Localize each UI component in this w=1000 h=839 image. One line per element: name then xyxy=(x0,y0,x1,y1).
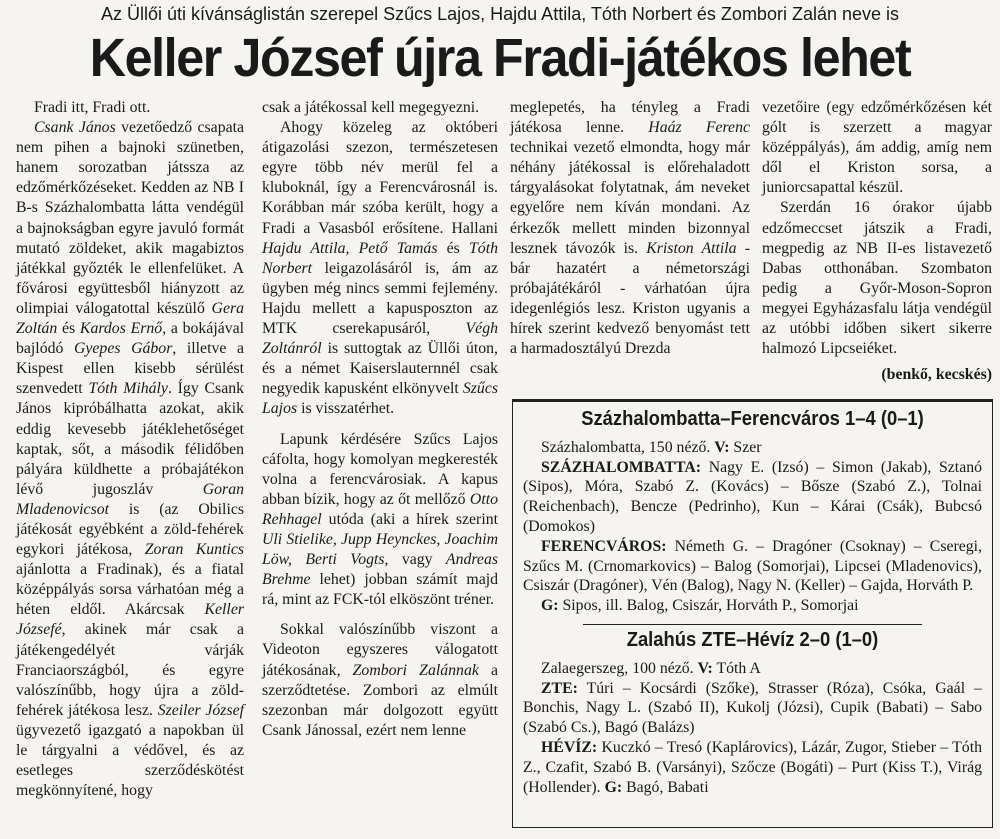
paragraph xyxy=(262,620,498,741)
paragraph xyxy=(262,118,498,419)
match-venue xyxy=(523,659,982,679)
text: Németh G. – Dragóner (Csoknay) – Cseregi, Szűcs M. (Crnomarkovics) – Balog (Somorjai), Lipcsei (Mladenovics), Csiszár (Dragóner), Vén (Balog), Nagy N. (Keller) – Gajda, Horváth P. xyxy=(523,537,982,595)
text: , akinek már csak a játékengedélyét várják Franciaországból, és egyre valószínűbb, hogy újra a zöld-fehérek játékosa lesz. xyxy=(16,621,244,719)
match-title: Százhalombatta–Ferencváros 1–4 (0–1) xyxy=(581,408,924,430)
text: Sipos, ill. Balog, Csiszár, Horváth P., Somorjai xyxy=(558,597,859,615)
person-name: Szűcs Lajos xyxy=(262,380,498,418)
goal-scorers xyxy=(523,596,982,616)
team-name: FERENCVÁROS: xyxy=(541,537,667,555)
person-name: Hajdu Attila, Pető Tamás xyxy=(262,239,438,257)
text: ügyvezető igazgató a napokban ül le tárgyalni a védővel, és az esetleges szerződéskötést megkönnyítené, hogy xyxy=(16,721,244,800)
article-column-4 xyxy=(762,98,992,385)
person-name: Keller Józsefé xyxy=(16,601,244,639)
match-venue xyxy=(523,438,982,458)
text: . Így Csank János kipróbálhatta azokat, akik eddig kevesebb játéklehetőséget kaptak, sőt, a második félidőben pályára küldhette a próbajátékon lévő jugoszláv xyxy=(16,380,244,498)
text: lehet) jobban számít majd rá, mint az FCK-tól elköszönt tréner. xyxy=(262,571,498,609)
person-name: Gyepes Gábor xyxy=(74,340,173,358)
paragraph: Fradi itt, Fradi ott. xyxy=(34,99,151,116)
text: , illetve a Kispest ellen kisebb sérülést szenvedett xyxy=(16,340,244,398)
text: vezetőedző csapata nem pihen a bajnoki szünetben, hanem sorozatban játssza az edzőmérkőzéseket. Kedden az NB I B-s Százhalombatta látta vendégül a bajnokságban egyre javuló formát mutató zöldeket, akik magabiztos játékkal győzték le ellenfelüket. A fővárosi együttesből hiányzott az olimpiai válogatottal készülő xyxy=(16,119,245,317)
person-name: Kriston Attila xyxy=(646,239,737,257)
team-name: SZÁZHALOMBATTA: xyxy=(541,458,702,476)
text: Nagy E. (Izsó) – Simon (Jakab), Sztanó (Sipos), Móra, Szabó Z. (Kovács) – Bősze (Szabó Z.), Tolnai (Reichenbach), Bencze (Pedrinho), Kun – Kárai (Csák), Bubcsó (Domokos) xyxy=(523,458,982,535)
person-name: Csank János xyxy=(34,119,116,137)
person-name: Uli Stielike, Jupp Heynckes, Joachim Löw, Berti Vogts xyxy=(262,530,498,569)
team-lineup xyxy=(523,679,982,738)
match-results-box xyxy=(512,399,993,828)
text: Százhalombatta, 150 néző. xyxy=(541,438,715,456)
text: Sokkal valószínűbb viszont a Videoton egyszeres válogatott játékosának, xyxy=(262,621,498,679)
person-name: Andreas Brehme xyxy=(262,551,498,589)
article-column-2 xyxy=(262,98,498,741)
label: G: xyxy=(541,597,559,615)
person-name: Goran Mladenovicsot xyxy=(16,480,244,518)
paragraph xyxy=(510,98,750,359)
person-name: Tóth Mihály xyxy=(88,380,168,398)
person-name: Szeiler József xyxy=(157,701,244,719)
text: is (az Obilics játékosát egyébként a zöld-fehérek egykori játékosa, xyxy=(16,500,244,559)
text: Túri – Kocsárdi (Szőke), Strasser (Róza), Csóka, Gaál – Bonchis, Nagy L. (Szabó II), Kukolj (Józsi), Cupik (Babati) – Sabo (Szabó Cs.), Bagó (Balázs) xyxy=(523,679,982,737)
divider xyxy=(583,624,922,625)
paragraph: Szerdán 16 órakor újabb edzőmeccset játszik a Fradi, megpedig az NB II-es listavezető Dabas otthonában. Szombaton pedig a Győr-Moson-Sopron megyei Egyházasfalu látja vendégül az utóbbi időben sikert sikerre halmozó Lipcseiéket. xyxy=(762,199,992,358)
text: , vagy xyxy=(384,551,446,569)
paragraph: vezetőire (egy edzőmérkőzésen két gólt is szerzett a magyar középpályás), ám addig, amíg nem dől el Kriston sorsa, a juniorcsapattal készül. xyxy=(762,99,992,197)
person-name: Tóth Norbert xyxy=(262,239,498,277)
text: Kuczkó – Tresó (Kaplárovics), Lázár, Zugor, Stieber – Tóth Z., Czafit, Szabó B. (Varsányi), Szőcze (Bogáti) – Purt (Kiss T.), Virág (Hollender). xyxy=(523,738,982,796)
team-name: HÉVÍZ: xyxy=(541,738,598,756)
label: V: xyxy=(697,659,713,677)
text: Szer xyxy=(729,438,762,456)
text: Bagó, Babati xyxy=(622,778,709,796)
person-name: Otto Rehhagel xyxy=(262,490,498,528)
person-name: Gera Zoltán xyxy=(16,299,244,338)
label: V: xyxy=(714,438,730,456)
team-lineup xyxy=(523,537,982,596)
text: is suttogtak az Üllői úton, és a német Kaiserslauternnél csak negyedik kapusként elkönyvelt xyxy=(262,340,498,398)
author-signature: (benkő, kecskés) xyxy=(881,366,992,384)
team-name: ZTE: xyxy=(541,679,578,697)
text: - bár hazatért a németországi próbajátékáról - várhatóan újra idegenlégiós lesz. Kriston ugyanis a hírek szerint kedvező benyomást tett a harmadosztályú Drezda xyxy=(510,239,750,358)
text: technikai vezető elmondta, hogy már néhány játékossal is előrehaladott tárgyalásokat folytatnak, ám neveket egyelőre nem kíván mondani. Az érkezők mellett minden bizonnyal lesznek távozók is. xyxy=(510,139,750,257)
text: Zalaegerszeg, 100 néző. xyxy=(541,659,698,677)
article-column-3 xyxy=(510,98,750,359)
paragraph: csak a játékossal kell megegyezni. xyxy=(262,99,480,116)
text: is visszatérhet. xyxy=(297,400,395,418)
paragraph xyxy=(262,430,498,611)
person-name: Haáz Ferenc xyxy=(648,119,750,137)
text: leigazolásáról is, ám az ügyben még nincs semmi fejlemény. Hajdu mellett a kapusposzton az MTK cserekapusáról, xyxy=(262,259,498,338)
text: utóda (aki a hírek szerint xyxy=(321,510,498,528)
text: ajánlotta a Fradinak), és a fiatal középpályás sorsa várhatóan még a héten eldől. Akárcsak xyxy=(16,561,244,619)
paragraph xyxy=(16,118,244,801)
match-title: Zalahús ZTE–Hévíz 2–0 (1–0) xyxy=(626,628,879,651)
text: és xyxy=(437,239,470,257)
text: a szerződtetése. Zombori az elmúlt szezonban már dolgozott együtt Csank Jánossal, ezért nem lenne xyxy=(262,661,499,739)
text: és xyxy=(57,320,80,338)
team-lineup xyxy=(523,738,982,797)
headline: Keller József újra Fradi-játékos lehet xyxy=(89,28,911,88)
text: Lapunk kérdésére Szűcs Lajos cáfolta, hogy komolyan megkeresték volna a ferencvárosiak. A kapus abban bízik, hogy az őt mellőző xyxy=(262,430,498,508)
text: Tóth A xyxy=(712,659,761,677)
text: , a bokájával bajlódó xyxy=(16,320,245,358)
team-lineup xyxy=(523,458,982,537)
person-name: Végh Zoltánról xyxy=(262,320,498,358)
person-name: Zoran Kuntics xyxy=(144,541,244,559)
text: Ahogy közeleg az októberi átigazolási szezon, természetesen egyre több név merül fel a kluboknál, így a Ferencvárosnál is. Korábban már szóba került, hogy a Fradi a Vasasból erősítene. Hallani xyxy=(262,119,498,237)
person-name: Kardos Ernő xyxy=(79,320,163,338)
text: meglepetés, ha tényleg a Fradi játékosa lenne. xyxy=(510,99,750,137)
person-name: Zombori Zalánnak xyxy=(352,661,479,679)
kicker-line: Az Üllői úti kívánságlistán szerepel Szűcs Lajos, Hajdu Attila, Tóth Norbert és Zombori Zalán neve is xyxy=(100,4,900,24)
article-column-1 xyxy=(16,98,244,801)
label: G: xyxy=(604,778,623,796)
